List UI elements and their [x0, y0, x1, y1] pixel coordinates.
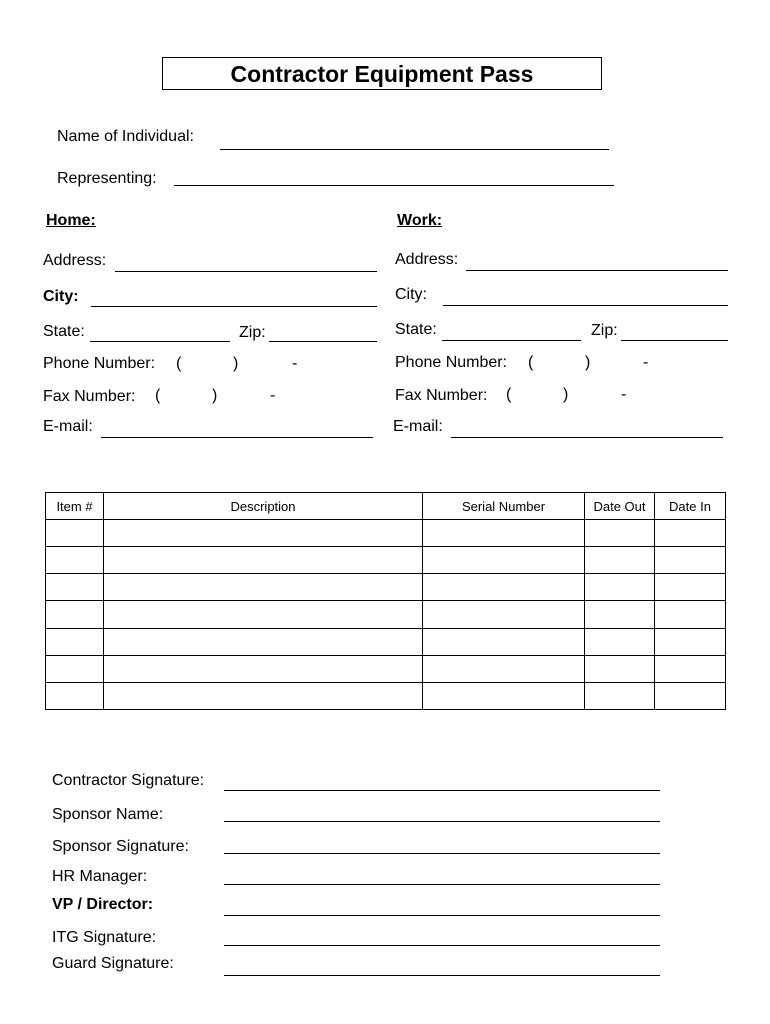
table-row [46, 601, 726, 628]
table-cell[interactable] [104, 547, 423, 574]
home-email-field[interactable] [101, 437, 373, 438]
work-address-label: Address: [395, 251, 459, 268]
table-cell[interactable] [423, 655, 585, 682]
name-of-individual-label: Name of Individual: [57, 128, 194, 145]
table-cell[interactable] [655, 655, 726, 682]
home-fax-dash: - [270, 387, 276, 404]
header-date-out: Date Out [585, 493, 655, 520]
table-cell[interactable] [655, 520, 726, 547]
work-state-field[interactable] [442, 340, 581, 341]
table-cell[interactable] [104, 520, 423, 547]
sponsor-name-field[interactable] [224, 821, 660, 822]
work-fax-close-paren: ) [563, 386, 569, 403]
work-state-label: State: [395, 321, 437, 338]
home-state-label: State: [43, 323, 85, 340]
work-fax-open-paren: ( [506, 386, 512, 403]
home-phone-label: Phone Number: [43, 355, 156, 372]
work-fax-label: Fax Number: [395, 387, 488, 404]
table-cell[interactable] [104, 601, 423, 628]
guard-signature-label: Guard Signature: [52, 955, 174, 972]
guard-signature-field[interactable] [224, 975, 660, 976]
work-phone-label: Phone Number: [395, 354, 508, 371]
home-phone-dash: - [292, 355, 298, 372]
table-row [46, 682, 726, 709]
sponsor-name-label: Sponsor Name: [52, 806, 164, 823]
table-cell[interactable] [585, 655, 655, 682]
home-fax-close-paren: ) [212, 387, 218, 404]
work-city-field[interactable] [443, 305, 728, 306]
contractor-signature-field[interactable] [224, 790, 660, 791]
table-cell[interactable] [655, 628, 726, 655]
home-phone-close-paren: ) [233, 355, 239, 372]
page-title: Contractor Equipment Pass [162, 57, 602, 90]
table-row [46, 628, 726, 655]
work-heading: Work: [397, 212, 443, 229]
work-zip-field[interactable] [621, 340, 728, 341]
table-cell[interactable] [46, 520, 104, 547]
table-row [46, 520, 726, 547]
home-state-field[interactable] [90, 341, 230, 342]
table-row [46, 574, 726, 601]
home-fax-open-paren: ( [155, 387, 161, 404]
itg-signature-field[interactable] [224, 945, 660, 946]
table-cell[interactable] [46, 628, 104, 655]
work-email-field[interactable] [451, 437, 723, 438]
table-cell[interactable] [655, 682, 726, 709]
table-header-row [46, 493, 726, 520]
representing-field[interactable] [174, 185, 614, 186]
table-cell[interactable] [585, 520, 655, 547]
representing-label: Representing: [57, 170, 157, 187]
work-fax-dash: - [621, 386, 627, 403]
work-email-label: E-mail: [393, 418, 443, 435]
table-row [46, 655, 726, 682]
table-cell[interactable] [46, 574, 104, 601]
table-cell[interactable] [655, 547, 726, 574]
vp-director-label: VP / Director: [52, 896, 154, 913]
table-cell[interactable] [104, 682, 423, 709]
home-zip-label: Zip: [239, 324, 266, 341]
table-cell[interactable] [423, 547, 585, 574]
equipment-table [45, 492, 726, 710]
home-city-label: City: [43, 288, 79, 305]
sponsor-signature-field[interactable] [224, 853, 660, 854]
home-fax-label: Fax Number: [43, 388, 136, 405]
header-description: Description [104, 493, 423, 520]
table-cell[interactable] [46, 682, 104, 709]
table-cell[interactable] [104, 574, 423, 601]
home-heading: Home: [46, 212, 96, 229]
table-cell[interactable] [46, 547, 104, 574]
table-cell[interactable] [655, 574, 726, 601]
header-item-number: Item # [46, 493, 104, 520]
work-address-field[interactable] [466, 270, 728, 271]
table-row [46, 547, 726, 574]
table-cell[interactable] [585, 601, 655, 628]
work-zip-label: Zip: [591, 322, 618, 339]
header-serial-number: Serial Number [423, 493, 585, 520]
table-cell[interactable] [655, 601, 726, 628]
hr-manager-label: HR Manager: [52, 868, 148, 885]
home-email-label: E-mail: [43, 418, 93, 435]
work-phone-open-paren: ( [528, 354, 534, 371]
home-address-field[interactable] [115, 271, 377, 272]
table-cell[interactable] [585, 574, 655, 601]
work-phone-close-paren: ) [585, 354, 591, 371]
table-cell[interactable] [104, 655, 423, 682]
table-cell[interactable] [46, 601, 104, 628]
table-cell[interactable] [423, 628, 585, 655]
home-city-field[interactable] [91, 306, 377, 307]
sponsor-signature-label: Sponsor Signature: [52, 838, 189, 855]
table-cell[interactable] [423, 520, 585, 547]
hr-manager-field[interactable] [224, 884, 660, 885]
work-phone-dash: - [643, 354, 649, 371]
home-zip-field[interactable] [269, 341, 377, 342]
contractor-signature-label: Contractor Signature: [52, 772, 205, 789]
table-cell[interactable] [104, 628, 423, 655]
work-city-label: City: [395, 286, 427, 303]
table-cell[interactable] [423, 601, 585, 628]
table-cell[interactable] [585, 547, 655, 574]
itg-signature-label: ITG Signature: [52, 929, 157, 946]
vp-director-field[interactable] [224, 915, 660, 916]
table-cell[interactable] [423, 682, 585, 709]
table-cell[interactable] [423, 574, 585, 601]
table-cell[interactable] [585, 682, 655, 709]
home-address-label: Address: [43, 252, 107, 269]
name-of-individual-field[interactable] [220, 149, 609, 150]
header-date-in: Date In [655, 493, 726, 520]
home-phone-open-paren: ( [176, 355, 182, 372]
table-cell[interactable] [46, 655, 104, 682]
table-cell[interactable] [585, 628, 655, 655]
